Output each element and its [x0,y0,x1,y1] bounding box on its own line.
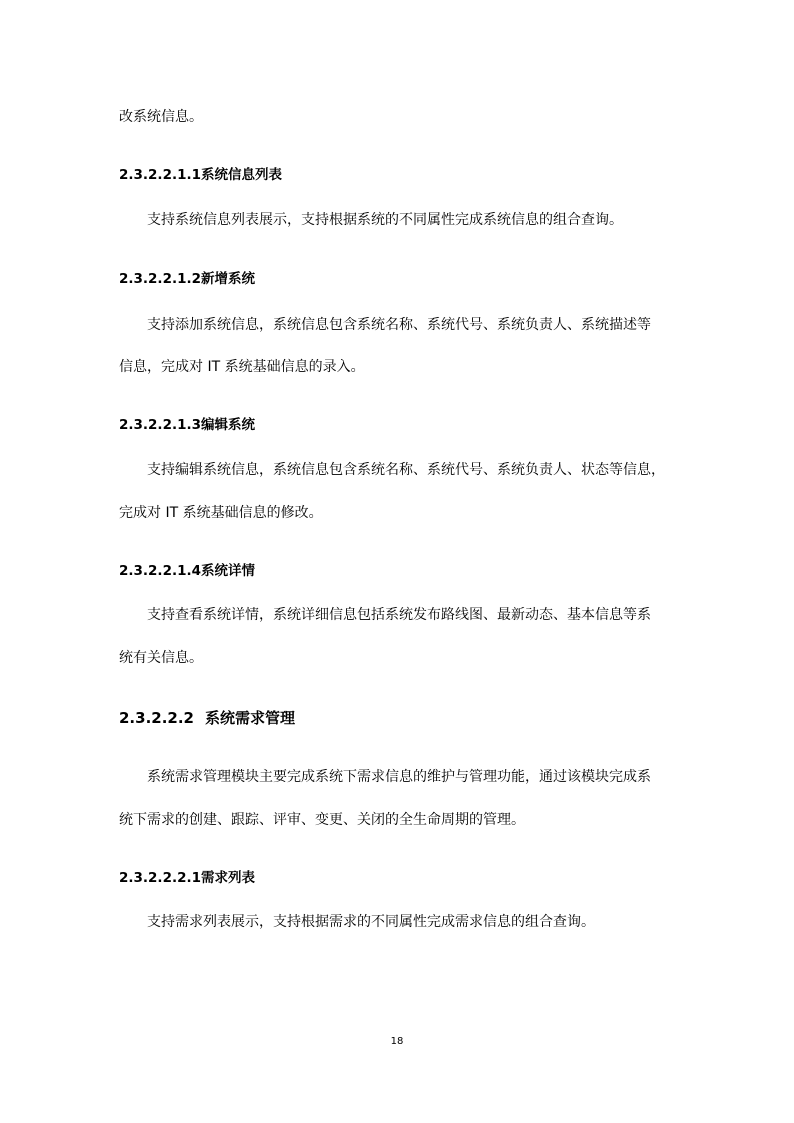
heading-system-details: 2.3.2.2.1.4系统详情 [119,563,256,579]
heading-system-info-list: 2.3.2.2.1.1系统信息列表 [119,167,283,183]
page-number: 18 [390,1036,404,1047]
heading-edit-system: 2.3.2.2.1.3编辑系统 [119,417,256,433]
paragraph-requirement-management-line2: 统下需求的创建、跟踪、评审、变更、关闭的全生命周期的管理。 [119,812,525,828]
paragraph-continuation: 改系统信息。 [119,109,203,125]
paragraph-requirement-management-line1: 系统需求管理模块主要完成系统下需求信息的维护与管理功能，通过该模块完成系 [147,769,651,785]
heading-system-requirement-management [119,710,679,726]
heading-title: 系统需求管理 [205,709,296,727]
paragraph-system-details-line1: 支持查看系统详情，系统详细信息包括系统发布路线图、最新动态、基本信息等系 [147,607,651,623]
heading-add-system: 2.3.2.2.1.2新增系统 [119,271,256,287]
paragraph-edit-system-line2: 完成对 IT 系统基础信息的修改。 [119,505,323,521]
paragraph-system-details-line2: 统有关信息。 [119,650,203,666]
paragraph-requirement-list: 支持需求列表展示，支持根据需求的不同属性完成需求信息的组合查询。 [147,914,595,930]
paragraph-system-info-list: 支持系统信息列表展示，支持根据系统的不同属性完成系统信息的组合查询。 [147,212,623,228]
paragraph-add-system-line2: 信息，完成对 IT 系统基础信息的录入。 [119,359,365,375]
paragraph-edit-system-line1: 支持编辑系统信息，系统信息包含系统名称、系统代号、系统负责人、状态等信息， [147,462,665,478]
heading-number: 2.3.2.2.2 [119,709,194,727]
paragraph-add-system-line1: 支持添加系统信息，系统信息包含系统名称、系统代号、系统负责人、系统描述等 [147,317,651,333]
heading-requirement-list: 2.3.2.2.2.1需求列表 [119,870,256,886]
